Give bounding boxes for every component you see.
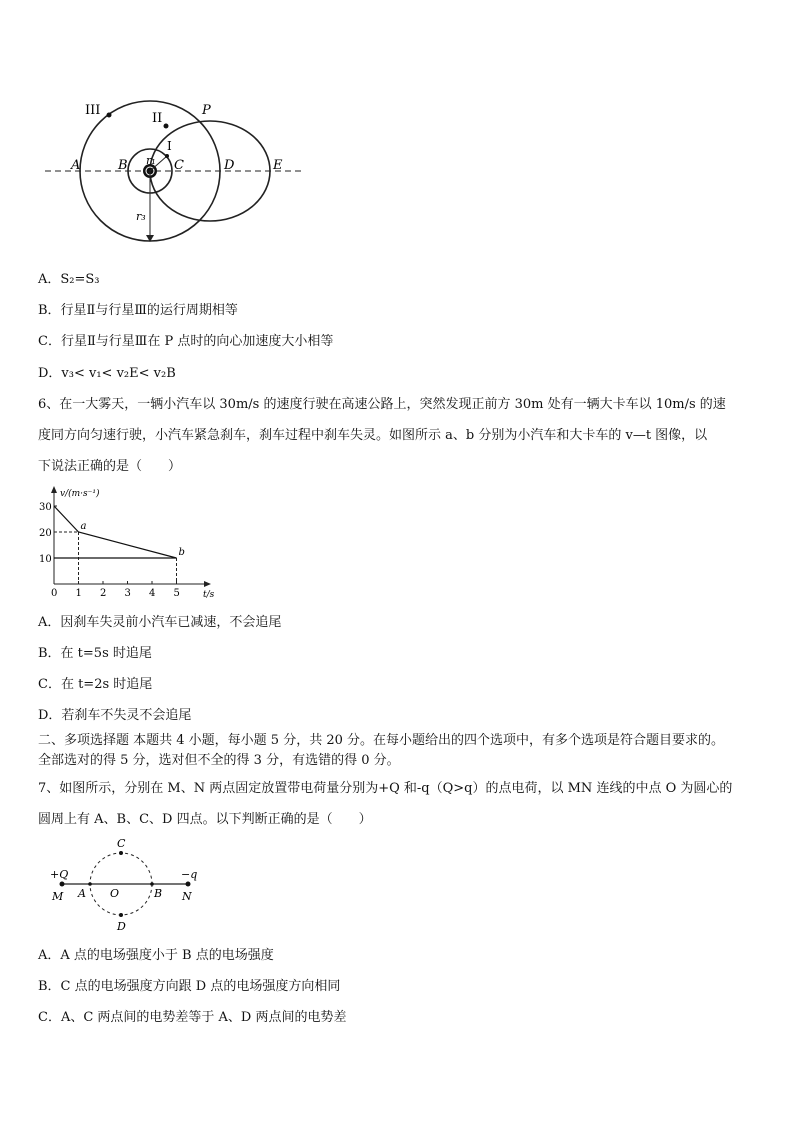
label-A: A bbox=[71, 158, 81, 173]
label-plus-Q: +Q bbox=[50, 868, 69, 881]
section2-heading-line1: 二、多项选择题 本题共 4 小题，每小题 5 分，共 20 分。在每小题给出的四个选项中，有多个选项是符合题目要求的。 bbox=[38, 733, 725, 748]
label-M: M bbox=[52, 890, 64, 903]
planet-II-dot bbox=[164, 124, 169, 129]
x-tick-label-0: 0 bbox=[51, 588, 58, 599]
label-III: III bbox=[85, 103, 101, 118]
y-tick-label-20: 20 bbox=[39, 528, 52, 539]
q5-option-c: C．行星Ⅱ与行星Ⅲ在 P 点时的向心加速度大小相等 bbox=[38, 334, 334, 349]
charges-diagram bbox=[40, 833, 200, 933]
q6-option-c: C．在 t=2s 时追尾 bbox=[38, 677, 153, 692]
label-r3: r₃ bbox=[136, 210, 146, 223]
label-r1: r₁ bbox=[146, 154, 156, 167]
label-B: B bbox=[154, 887, 163, 900]
x-tick-label-4: 4 bbox=[149, 588, 156, 599]
q7-option-c: C．A、C 两点间的电势差等于 A、D 两点间的电势差 bbox=[38, 1010, 347, 1025]
label-C: C bbox=[174, 158, 184, 173]
q6-option-d: D．若刹车不失灵不会追尾 bbox=[38, 708, 192, 723]
q6-stem-line1: 6、在一大雾天，一辆小汽车以 30m/s 的速度行驶在高速公路上，突然发现正前方 30m 处有一辆大卡车以 10m/s 的速 bbox=[38, 397, 726, 412]
x-tick-label-5: 5 bbox=[173, 588, 180, 599]
y-tick-label-30: 30 bbox=[39, 502, 52, 513]
q6-stem-line2: 度同方向匀速行驶，小汽车紧急刹车，刹车过程中刹车失灵。如图所示 a、b 分别为小汽车和大卡车的 v—t 图像，以 bbox=[38, 428, 708, 443]
label-E: E bbox=[273, 158, 283, 173]
y-tick-label-10: 10 bbox=[39, 554, 52, 565]
planet-III-dot bbox=[107, 113, 112, 118]
x-tick-label-3: 3 bbox=[124, 588, 131, 599]
label-A: A bbox=[78, 887, 86, 900]
section2-heading-line2: 全部选对的得 5 分，选对但不全的得 3 分，有选错的得 0 分。 bbox=[38, 753, 400, 768]
q7-option-a: A．A 点的电场强度小于 B 点的电场强度 bbox=[38, 948, 274, 963]
series-label-b: b bbox=[178, 547, 185, 558]
x-tick-label-1: 1 bbox=[75, 588, 82, 599]
y-axis-label: v/(m·s⁻¹) bbox=[60, 489, 100, 499]
label-D: D bbox=[224, 158, 235, 173]
q7-stem-line2: 圆周上有 A、B、C、D 四点。以下判断正确的是（ ） bbox=[38, 812, 372, 827]
q5-option-d: D．v₃< v₁< v₂E< v₂B bbox=[38, 366, 176, 381]
label-D: D bbox=[117, 920, 126, 933]
x-axis-label: t/s bbox=[203, 590, 215, 600]
label-P: P bbox=[202, 103, 211, 118]
charge-M-dot bbox=[60, 882, 65, 887]
point-D-dot bbox=[119, 913, 123, 917]
label-I: I bbox=[167, 139, 172, 153]
point-A-dot bbox=[88, 882, 92, 886]
point-C-dot bbox=[119, 851, 123, 855]
q5-option-b: B．行星Ⅱ与行星Ⅲ的运行周期相等 bbox=[38, 303, 238, 318]
label-minus-q: −q bbox=[181, 868, 198, 881]
q5-option-a: A．S₂=S₃ bbox=[38, 272, 100, 287]
series-line-a bbox=[54, 506, 177, 558]
label-O: O bbox=[110, 887, 120, 900]
q7-option-b: B．C 点的电场强度方向跟 D 点的电场强度方向相同 bbox=[38, 979, 341, 994]
q6-option-a: A．因刹车失灵前小汽车已减速，不会追尾 bbox=[38, 615, 282, 630]
charge-N-dot bbox=[186, 882, 191, 887]
q7-stem-line1: 7、如图所示，分别在 M、N 两点固定放置带电荷量分别为+Q 和-q（Q>q）的点电荷，以 MN 连线的中点 O 为圆心的 bbox=[38, 781, 733, 796]
planet-I-dot bbox=[165, 154, 169, 158]
label-N: N bbox=[182, 890, 192, 903]
x-axis-arrow bbox=[204, 581, 211, 587]
label-II: II bbox=[152, 111, 163, 126]
y-axis-arrow bbox=[51, 486, 57, 493]
x-tick-label-2: 2 bbox=[100, 588, 107, 599]
series-label-a: a bbox=[80, 521, 87, 532]
orbit-diagram bbox=[40, 92, 310, 252]
q6-stem-line3: 下说法正确的是（ ） bbox=[38, 459, 182, 474]
point-B-dot bbox=[150, 882, 154, 886]
vt-chart bbox=[36, 484, 216, 604]
label-C: C bbox=[117, 837, 126, 850]
label-B: B bbox=[118, 158, 128, 173]
q6-option-b: B．在 t=5s 时追尾 bbox=[38, 646, 152, 661]
